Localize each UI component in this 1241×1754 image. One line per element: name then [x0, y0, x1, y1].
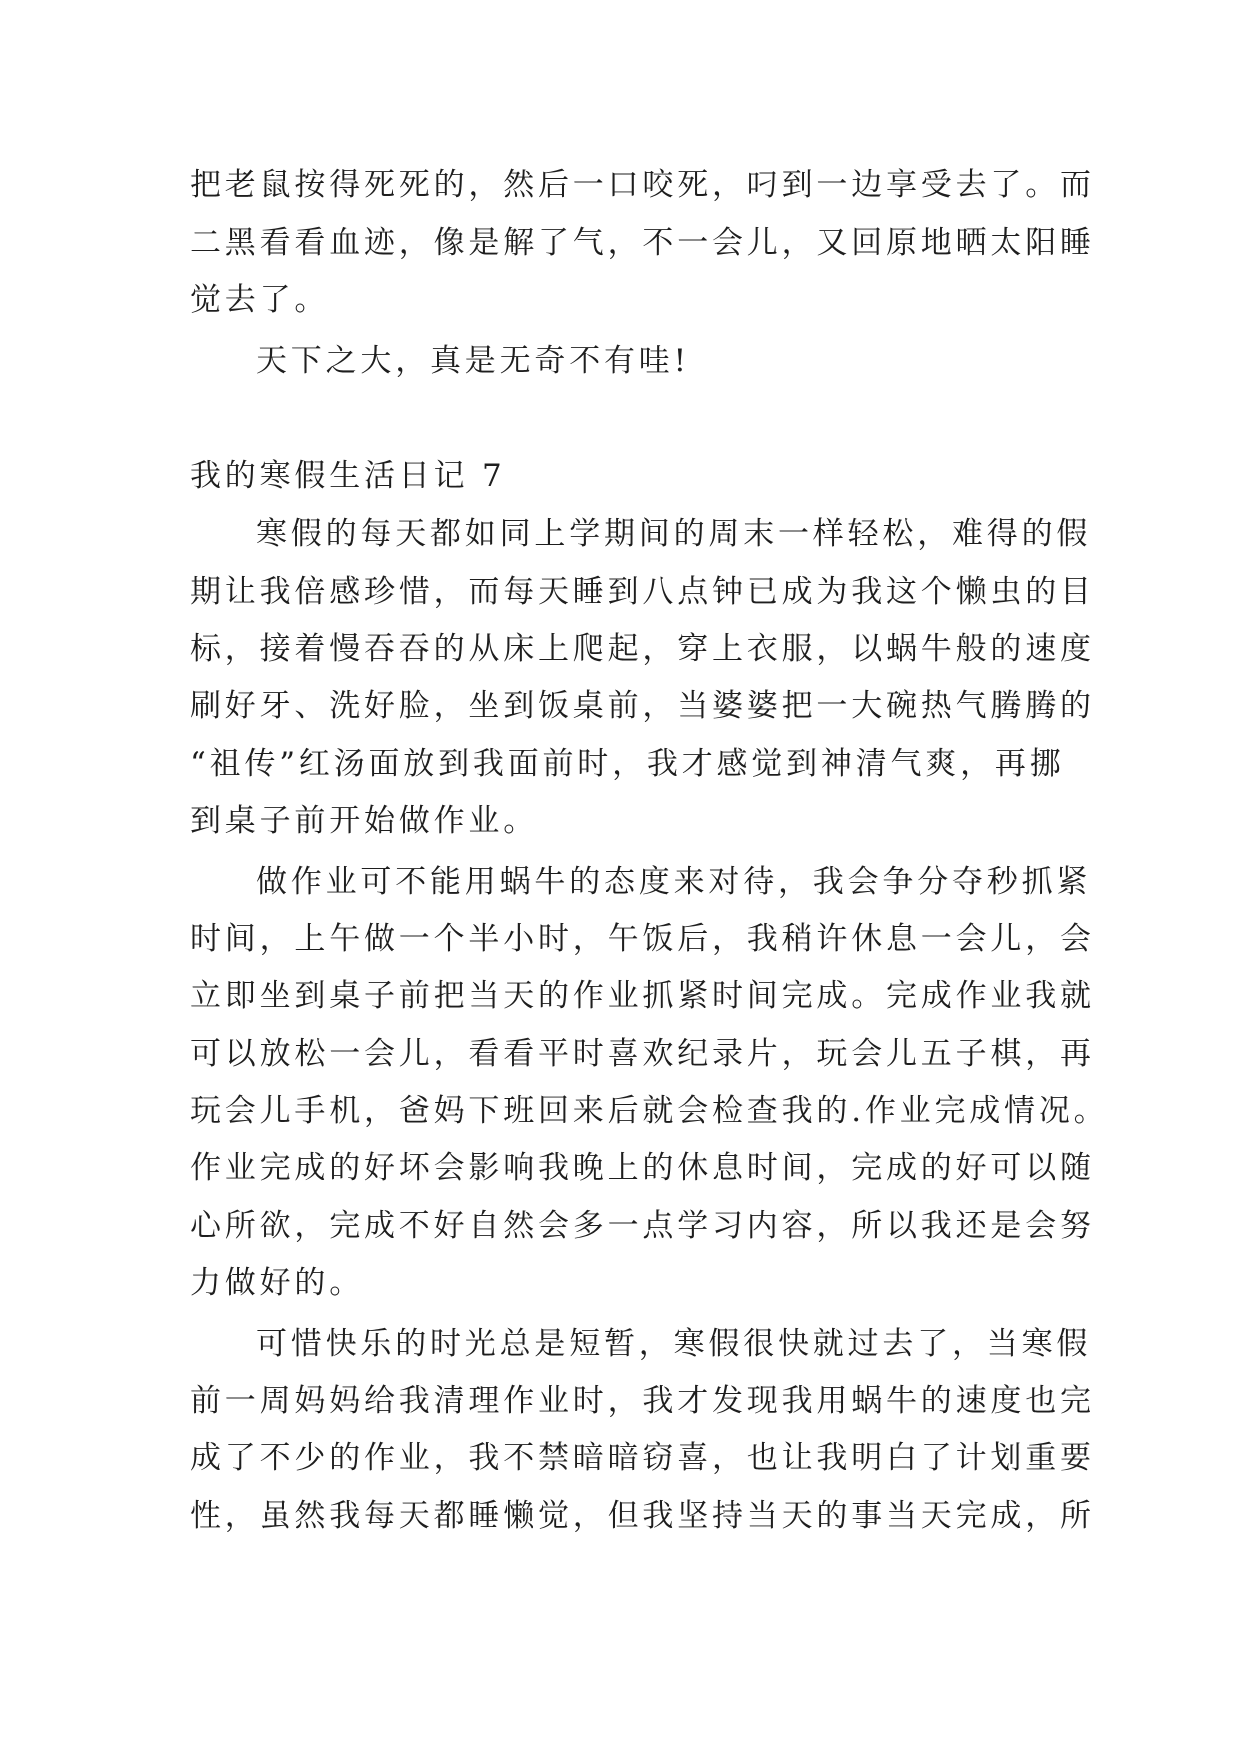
paragraph-line: 到桌子前开始做作业。	[190, 803, 538, 839]
paragraph-line: 时间，上午做一个半小时，午饭后，我稍许休息一会儿，会	[190, 921, 1095, 957]
paragraph-line: 前一周妈妈给我清理作业时，我才发现我用蜗牛的速度也完	[190, 1383, 1095, 1419]
paragraph-line: 标，接着慢吞吞的从床上爬起，穿上衣服，以蜗牛般的速度	[190, 631, 1095, 667]
paragraph-line: 寒假的每天都如同上学期间的周末一样轻松，难得的假	[256, 516, 1092, 552]
paragraph-line: 期让我倍感珍惜，而每天睡到八点钟已成为我这个懒虫的目	[190, 574, 1095, 610]
text-line: 把老鼠按得死死的，然后一口咬死，叼到一边享受去了。而	[190, 167, 1095, 203]
paragraph-line: “祖传”红汤面放到我面前时，我才感觉到神清气爽，再挪	[190, 746, 1065, 782]
paragraph-line: 立即坐到桌子前把当天的作业抓紧时间完成。完成作业我就	[190, 978, 1095, 1014]
paragraph-line: 可以放松一会儿，看看平时喜欢纪录片，玩会儿五子棋，再	[190, 1036, 1095, 1072]
paragraph-line: 可惜快乐的时光总是短暂，寒假很快就过去了，当寒假	[256, 1326, 1092, 1362]
paragraph-line: 性，虽然我每天都睡懒觉，但我坚持当天的事当天完成，所	[190, 1498, 1095, 1534]
paragraph-line: 心所欲，完成不好自然会多一点学习内容，所以我还是会努	[190, 1208, 1095, 1244]
paragraph-line: 成了不少的作业，我不禁暗暗窃喜，也让我明白了计划重要	[190, 1440, 1095, 1476]
paragraph-line: 玩会儿手机，爸妈下班回来后就会检查我的.作业完成情况。	[190, 1093, 1109, 1129]
closing-line: 天下之大，真是无奇不有哇!	[256, 343, 690, 379]
section-title: 我的寒假生活日记 7	[190, 458, 506, 494]
paragraph-line: 力做好的。	[190, 1265, 364, 1301]
paragraph-line: 做作业可不能用蜗牛的态度来对待，我会争分夺秒抓紧	[256, 864, 1092, 900]
paragraph-line: 刷好牙、洗好脸，坐到饭桌前，当婆婆把一大碗热气腾腾的	[190, 688, 1095, 724]
text-line: 二黑看看血迹，像是解了气，不一会儿，又回原地晒太阳睡	[190, 225, 1095, 261]
paragraph-line: 作业完成的好坏会影响我晚上的休息时间，完成的好可以随	[190, 1150, 1095, 1186]
text-line: 觉去了。	[190, 282, 330, 318]
